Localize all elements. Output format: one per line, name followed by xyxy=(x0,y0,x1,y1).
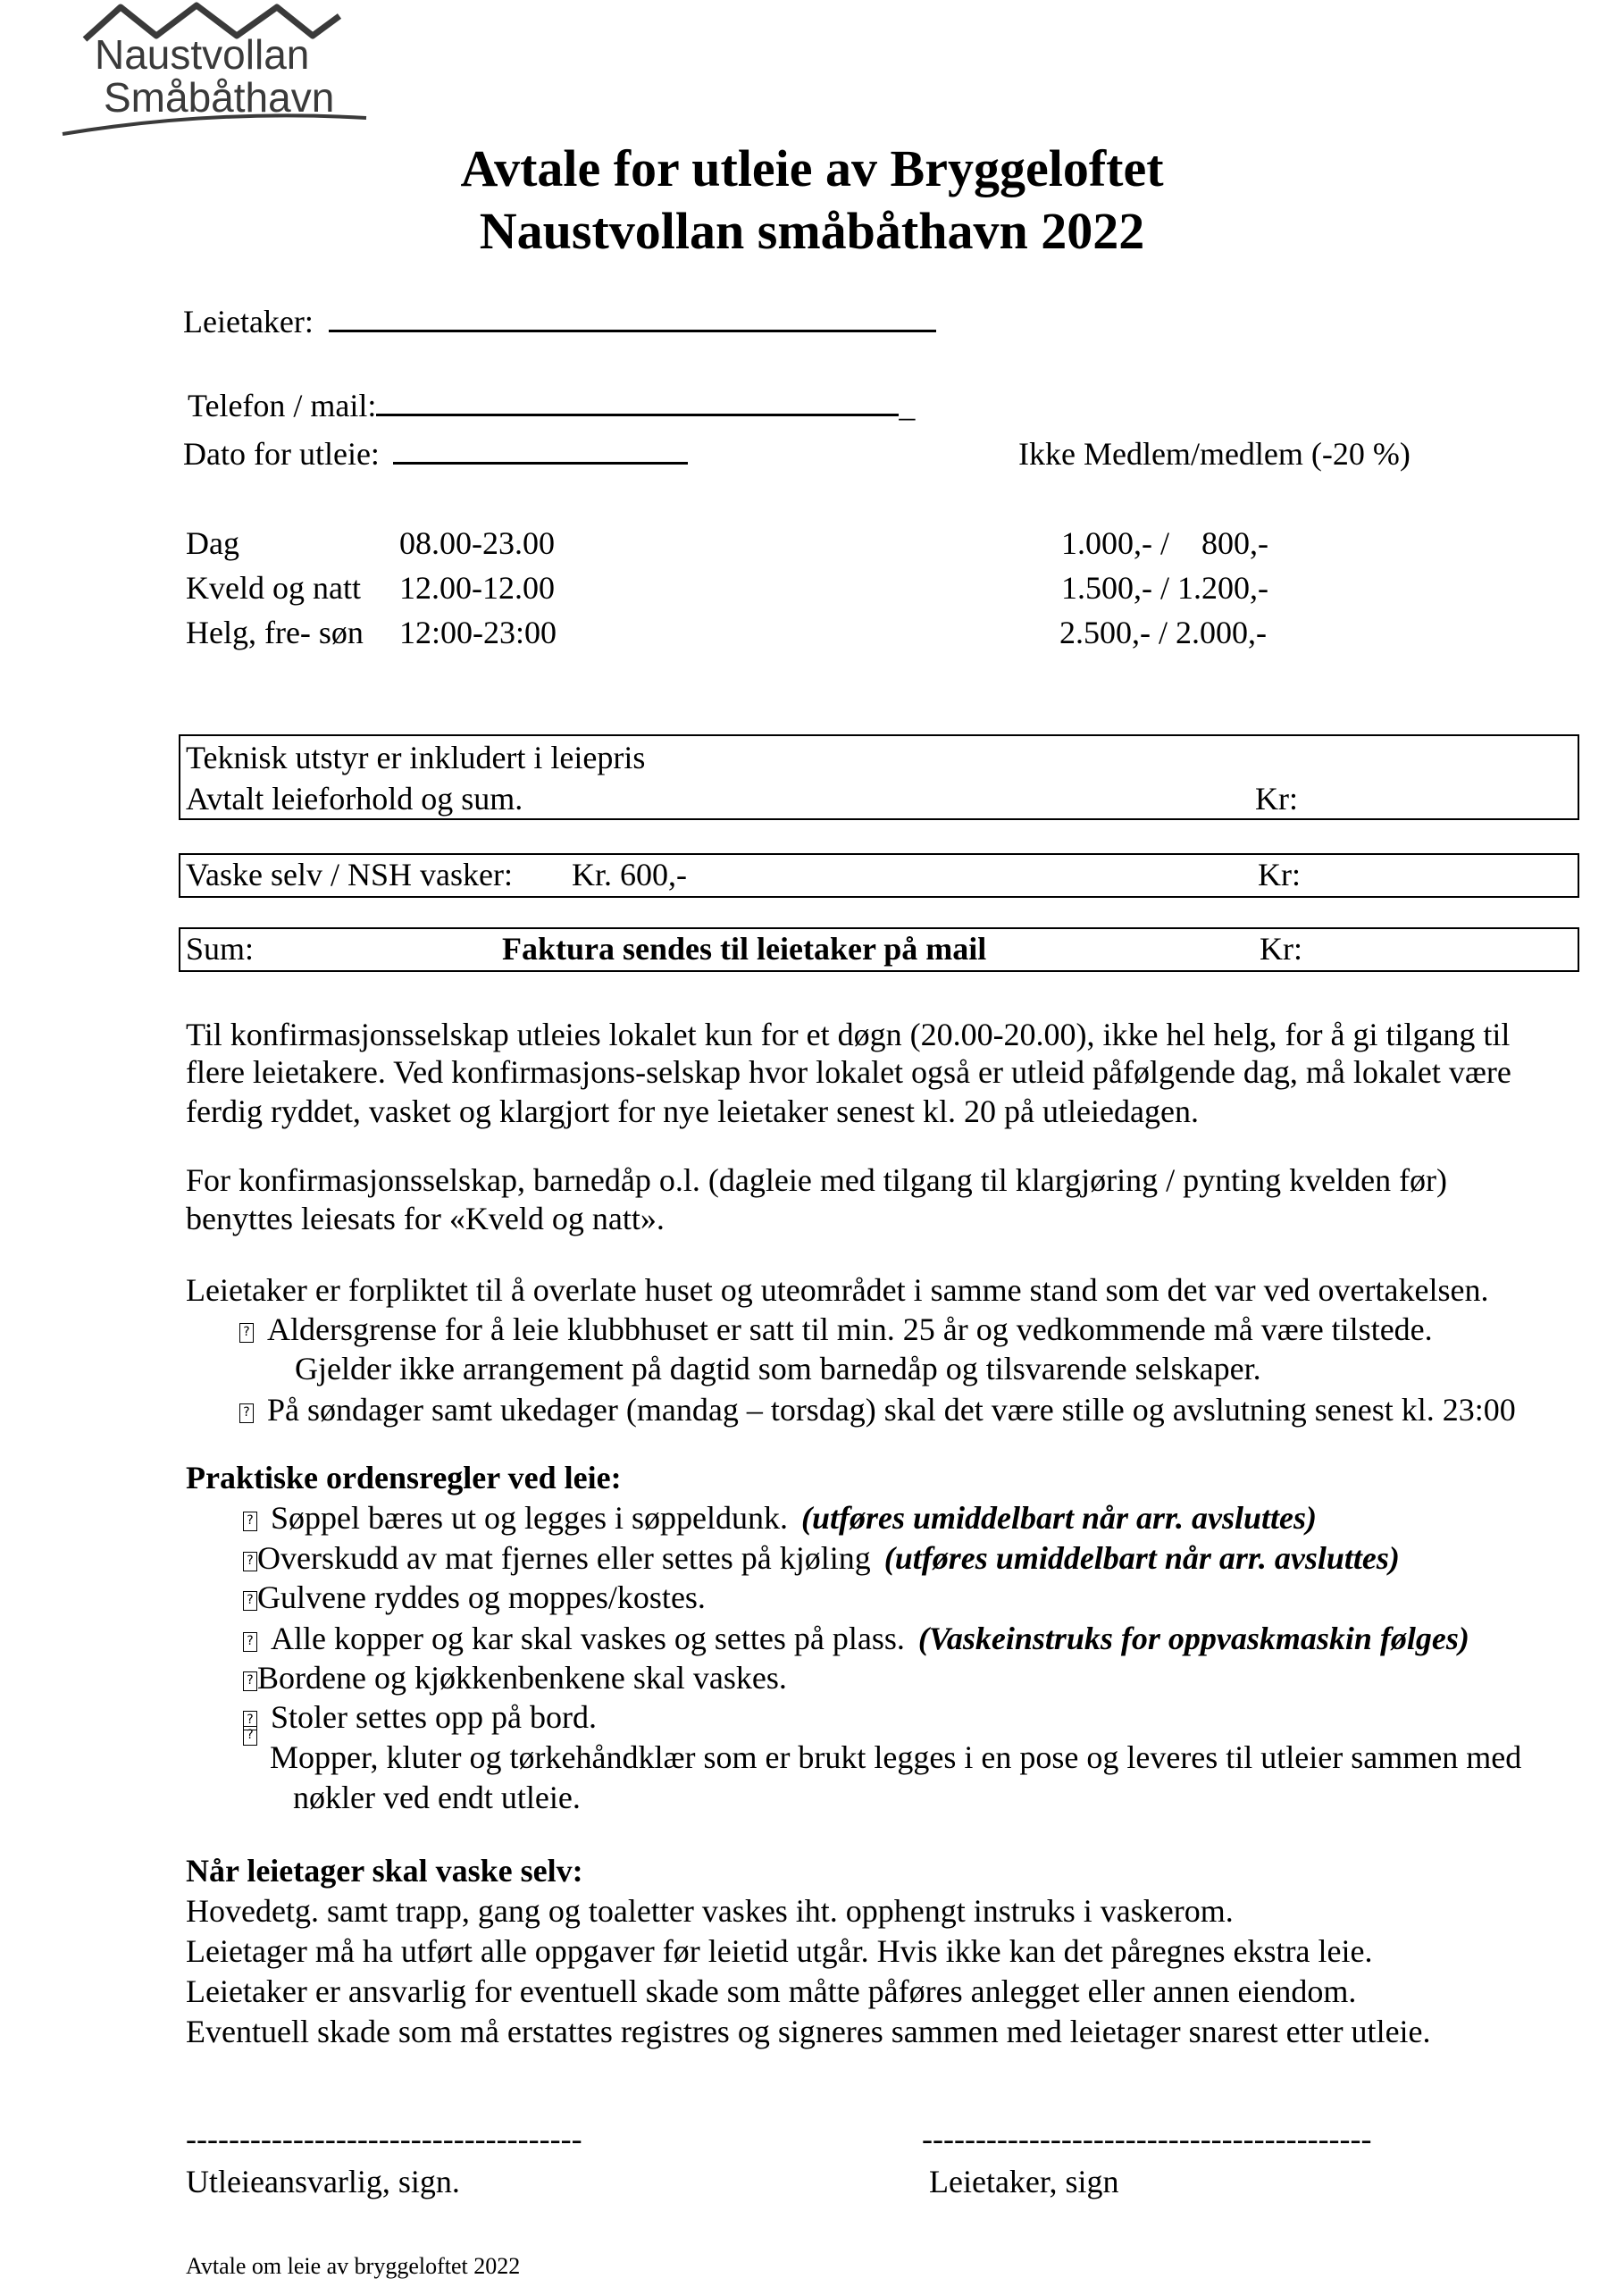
page-title: Avtale for utleie av Bryggeloftet xyxy=(460,139,1164,197)
list-item-text: Stoler settes opp på bord. xyxy=(271,1699,597,1735)
list-item-text: Gulvene ryddes og moppes/kostes. xyxy=(257,1579,706,1615)
list-item xyxy=(239,1390,1516,1429)
dato-label: Dato for utleie: xyxy=(183,436,380,472)
list-item xyxy=(243,1619,1469,1658)
list-item-text: Mopper, kluter og tørkehåndklær som er brukt legges i en pose og leveres til utleier sammen med xyxy=(270,1739,1522,1775)
logo xyxy=(54,0,375,143)
list-item xyxy=(243,1538,1400,1578)
paragraph-line: flere leietakere. Ved konfirmasjons-selskap hvor lokalet også er utleid påfølgende dag, må lokalet være xyxy=(186,1054,1511,1090)
list-item-text: Aldersgrense for å leie klubbhuset er satt til min. 25 år og vedkommende må være tilstede. xyxy=(267,1311,1433,1347)
wash-line: Hovedetg. samt trapp, gang og toaletter vaskes iht. opphengt instruks i vaskerom. xyxy=(186,1893,1234,1929)
wash-line: Leietaker er ansvarlig for eventuell skade som måtte påføres anlegget eller annen eiendom. xyxy=(186,1973,1357,2009)
box-sum-label: Sum: xyxy=(186,931,255,967)
box-vask-label: Vaske selv / NSH vasker: xyxy=(186,857,513,892)
price-label-kveld: Kveld og natt xyxy=(186,570,361,606)
leietaker-line[interactable] xyxy=(329,303,936,332)
list-item xyxy=(243,1498,1317,1537)
bullet-icon-orphan xyxy=(243,1726,257,1746)
rules-heading: Praktiske ordensregler ved leie: xyxy=(186,1460,622,1495)
list-item-continuation: nøkler ved endt utleie. xyxy=(293,1780,581,1815)
bullet-icon: ? xyxy=(243,1512,257,1531)
footer: Avtale om leie av bryggeloftet 2022 xyxy=(186,2253,521,2279)
wash-heading: Når leietager skal vaske selv: xyxy=(186,1853,583,1889)
paragraph-line: ferdig ryddet, vasket og klargjort for nye leietaker senest kl. 20 på utleiedagen. xyxy=(186,1093,1199,1129)
bullet-icon: ? xyxy=(239,1403,254,1423)
bullet-icon: ? xyxy=(243,1711,257,1730)
bullet-icon: ? xyxy=(243,1632,257,1652)
signature-line-left[interactable]: ------------------------------------- xyxy=(186,2121,582,2157)
dato-field[interactable] xyxy=(183,434,688,473)
wash-line: Leietager må ha utført alle oppgaver før leietid utgår. Hvis ikke kan det påregnes ekstra leie. xyxy=(186,1933,1373,1969)
price-value-helg: 2.500,- / 2.000,- xyxy=(1059,615,1267,650)
list-item xyxy=(243,1658,787,1697)
price-time-dag: 08.00-23.00 xyxy=(399,525,555,561)
box-vask-amount: Kr. 600,- xyxy=(572,857,687,892)
signature-line-right[interactable]: ------------------------------------------ xyxy=(922,2121,1372,2157)
page-subtitle: Naustvollan småbåthavn 2022 xyxy=(479,202,1145,260)
price-value-dag: 1.000,- / xyxy=(1061,525,1169,561)
list-item-text: Overskudd av mat fjernes eller settes på kjøling xyxy=(257,1540,871,1576)
price-time-kveld: 12.00-12.00 xyxy=(399,570,555,606)
leietaker-label: Leietaker: xyxy=(183,304,314,339)
box-vask-kr[interactable]: Kr: xyxy=(1258,857,1301,892)
bullet-icon: ? xyxy=(243,1552,257,1571)
list-item-text: På søndager samt ukedager (mandag – torsdag) skal det være stille og avslutning senest kl. 23:00 xyxy=(267,1392,1516,1428)
logo-name: Naustvollan xyxy=(95,31,310,78)
list-item-text: Søppel bæres ut og legges i søppeldunk. xyxy=(271,1500,788,1536)
list-item-note: (utføres umiddelbart når arr. avsluttes) xyxy=(883,1540,1400,1576)
paragraph-line: Leietaker er forpliktet til å overlate huset og uteområdet i samme stand som det var ved overtakelsen. xyxy=(186,1272,1489,1308)
bullet-icon: ? xyxy=(243,1591,257,1611)
list-item-text: Bordene og kjøkkenbenkene skal vaskes. xyxy=(257,1660,787,1696)
logo-subname: Småbåthavn xyxy=(104,74,335,121)
dato-line[interactable] xyxy=(393,435,688,465)
list-item-note: (utføres umiddelbart når arr. avsluttes) xyxy=(800,1500,1318,1536)
signature-label-right: Leietaker, sign xyxy=(929,2164,1119,2199)
price-value-kveld: 1.500,- / 1.200,- xyxy=(1061,570,1268,606)
telefon-tail: _ xyxy=(899,388,916,423)
medlem-label: Ikke Medlem/medlem (-20 %) xyxy=(1018,436,1411,472)
list-item xyxy=(239,1310,1433,1349)
list-item-text: Alle kopper og kar skal vaskes og settes på plass. xyxy=(271,1621,905,1656)
paragraph-line: Til konfirmasjonsselskap utleies lokalet kun for et døgn (20.00-20.00), ikke hel helg, for å gi tilgang til xyxy=(186,1017,1511,1052)
price-value-dag-member: 800,- xyxy=(1201,525,1268,561)
price-time-helg: 12:00-23:00 xyxy=(399,615,557,650)
telefon-line[interactable] xyxy=(376,387,899,416)
signature-label-left: Utleieansvarlig, sign. xyxy=(186,2164,460,2199)
leietaker-field[interactable] xyxy=(183,302,936,341)
price-label-dag: Dag xyxy=(186,525,239,561)
box-sum-kr[interactable]: Kr: xyxy=(1260,931,1302,967)
price-label-helg: Helg, fre- søn xyxy=(186,615,364,650)
paragraph-line: benyttes leiesats for «Kveld og natt». xyxy=(186,1201,665,1236)
list-item xyxy=(243,1578,706,1617)
box-utstyr-kr[interactable]: Kr: xyxy=(1255,781,1298,817)
paragraph-line: For konfirmasjonsselskap, barnedåp o.l. (dagleie med tilgang til klargjøring / pynting kvelden før) xyxy=(186,1162,1448,1198)
bullet-icon: ? xyxy=(243,1726,257,1746)
list-item-note: (Vaskeinstruks for oppvaskmaskin følges) xyxy=(917,1621,1469,1656)
box-sum-note: Faktura sendes til leietaker på mail xyxy=(502,931,987,967)
list-item xyxy=(243,1697,597,1737)
telefon-field[interactable] xyxy=(188,386,915,425)
list-item-continuation: Gjelder ikke arrangement på dagtid som barnedåp og tilsvarende selskaper. xyxy=(295,1351,1261,1386)
telefon-label: Telefon / mail: xyxy=(188,388,377,423)
box-utstyr-line1: Teknisk utstyr er inkludert i leiepris xyxy=(186,740,646,775)
logo-swoosh-icon xyxy=(54,107,375,143)
bullet-icon: ? xyxy=(239,1323,254,1343)
bullet-icon: ? xyxy=(243,1671,257,1691)
wash-line: Eventuell skade som må erstattes registres og signeres sammen med leietager snarest etter utleie. xyxy=(186,2014,1431,2049)
box-utstyr-line2: Avtalt leieforhold og sum. xyxy=(186,781,523,817)
